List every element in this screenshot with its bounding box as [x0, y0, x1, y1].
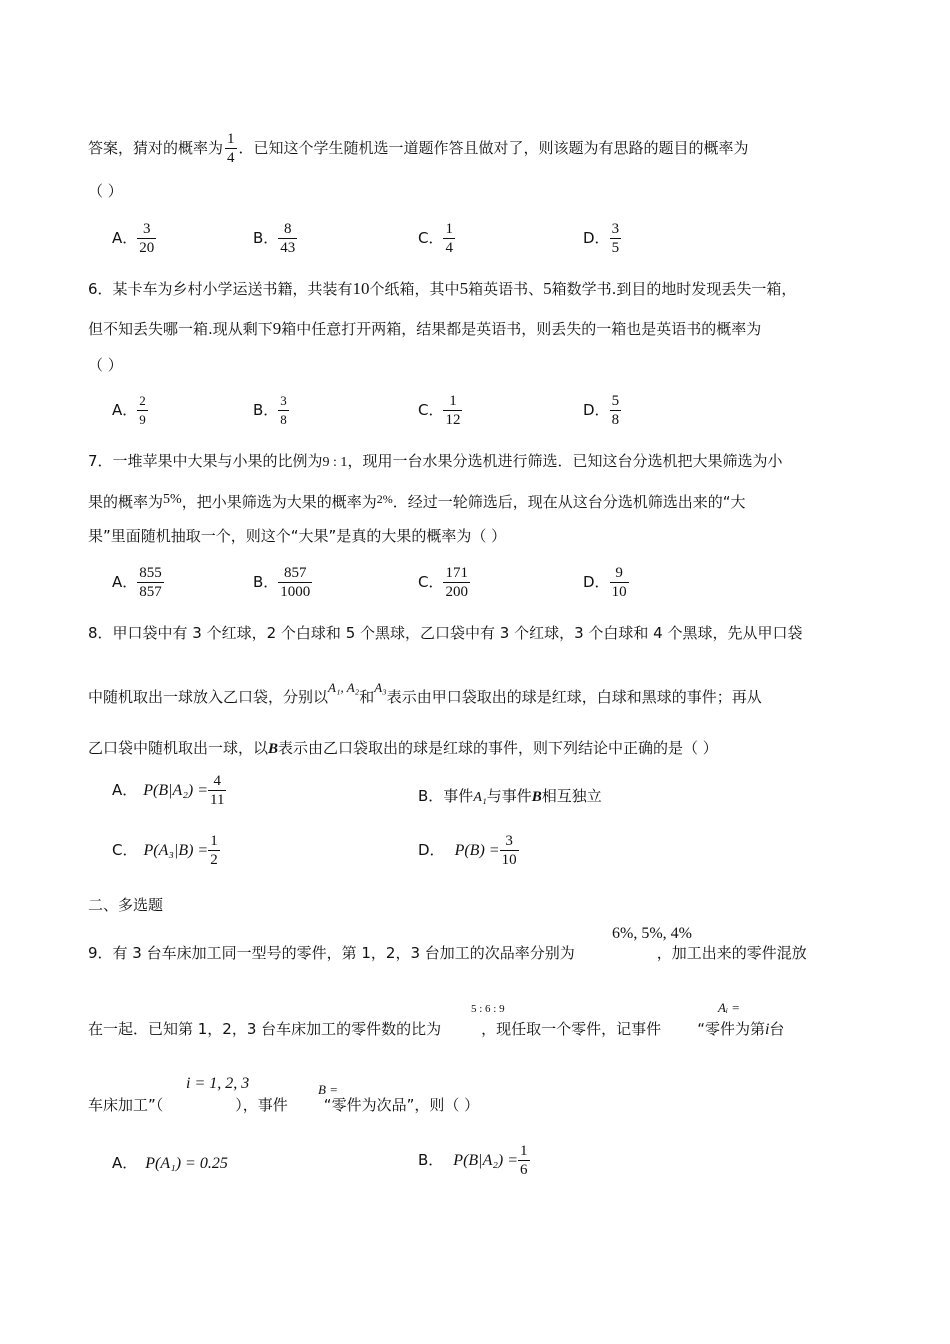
- q7-line3: 果”里面随机抽取一个，则这个“大果”是真的大果的概率为（ ）: [88, 527, 507, 545]
- q7-option-c[interactable]: C． $\frac{171}{200}$: [418, 565, 468, 600]
- q9-option-b[interactable]: B． P(B|A₂) = $\frac{1}{6}$: [418, 1143, 528, 1178]
- q7-option-a[interactable]: A． $\frac{855}{857}$: [112, 565, 162, 600]
- q7-option-b[interactable]: B． $\frac{857}{1000}$: [253, 565, 311, 600]
- q6-line1: 6．某卡车为乡村小学运送书籍，共装有10个纸箱，其中5箱英语书、5箱数学书.到目的地时发现丢失一箱，: [88, 279, 797, 298]
- q5-text: 答案，猜对的概率为: [88, 139, 224, 157]
- q6-option-b[interactable]: B． $\frac{3}{8}$: [253, 393, 287, 427]
- q8-option-a[interactable]: A． P(B|A₂) = $\frac{4}{11}$: [112, 773, 225, 808]
- q5-option-b[interactable]: B． $\frac{8}{43}$: [253, 221, 296, 256]
- q9-rates: 6%, 5%, 4%: [612, 925, 692, 942]
- q9-option-a[interactable]: A． P(A₁) = 0.25: [112, 1154, 228, 1172]
- q6-option-d[interactable]: D． $\frac{5}{8}$: [583, 393, 620, 428]
- q6-paren: （ ）: [88, 356, 123, 374]
- q8-line2: 中随机取出一球放入乙口袋，分别以A₁, A₂和A₃表示由甲口袋取出的球是红球，白球和黑球的事件；再从: [88, 680, 762, 706]
- q5-option-a[interactable]: A． $\frac{3}{20}$: [112, 221, 155, 256]
- q7-option-d[interactable]: D． $\frac{9}{10}$: [583, 565, 627, 600]
- q9-line3: 车床加工”（ ），事件 “零件为次品”，则（ ）: [88, 1096, 480, 1114]
- q5-option-c[interactable]: C． $\frac{1}{4}$: [418, 221, 453, 256]
- q5-text-after: ．已知这个学生随机选一道题作答且做对了，则该题为有思路的题目的概率为: [238, 139, 749, 157]
- q9-ratio: 5 : 6 : 9: [471, 1003, 505, 1015]
- q5-paren: （ ）: [88, 182, 123, 200]
- q6-option-c[interactable]: C． $\frac{1}{12}$: [418, 393, 461, 428]
- q9-line1: 9．有 3 台车床加工同一型号的零件，第 1，2，3 台加工的次品率分别为 ，加工出来的零件混放: [88, 944, 807, 962]
- q7-line2: 果的概率为5%，把小果筛选为大果的概率为$^{2\%}$．经过一轮筛选后，现在从这台分选机筛选出来的“大: [88, 492, 746, 511]
- q9-condition: i = 1, 2, 3: [186, 1075, 250, 1092]
- q5-line1: [88, 130, 749, 167]
- q8-line3: 乙口袋中随机取出一球，以B表示由乙口袋取出的球是红球的事件，则下列结论中正确的是（ ）: [88, 739, 718, 757]
- q6-line2: 但不知丢失哪一箱.现从剩下9箱中任意打开两箱，结果都是英语书，则丢失的一箱也是英语书的概率为: [88, 319, 762, 338]
- q8-option-c[interactable]: C． P(A₃|B) = $\frac{1}{2}$: [112, 833, 218, 868]
- q9-line2: 在一起．已知第 1，2，3 台车床加工的零件数的比为 ，现任取一个零件，记事件 “零件为第i台: [88, 1020, 785, 1038]
- q9-event-ai: Aᵢ =: [718, 1000, 741, 1015]
- q9-event-b: B =: [318, 1082, 338, 1097]
- q5-fraction: $\frac{1}{4}$: [227, 131, 235, 166]
- section-title-multiple-choice: 二、多选题: [88, 896, 164, 914]
- q6-option-a[interactable]: A． $\frac{2}{9}$: [112, 393, 146, 427]
- q8-option-d[interactable]: D． P(B) = $\frac{3}{10}$: [418, 833, 517, 868]
- q8-line1: 8．甲口袋中有 3 个红球，2 个白球和 5 个黑球，乙口袋中有 3 个红球，3 个白球和 4 个黑球，先从甲口袋: [88, 624, 803, 642]
- q5-option-d[interactable]: D． $\frac{3}{5}$: [583, 221, 620, 256]
- q8-option-b[interactable]: B．事件A₁与事件B相互独立: [418, 787, 602, 805]
- q7-line1: 7．一堆苹果中大果与小果的比例为9 : 1，现用一台水果分选机进行筛选．已知这台分选机把大果筛选为小: [88, 452, 783, 470]
